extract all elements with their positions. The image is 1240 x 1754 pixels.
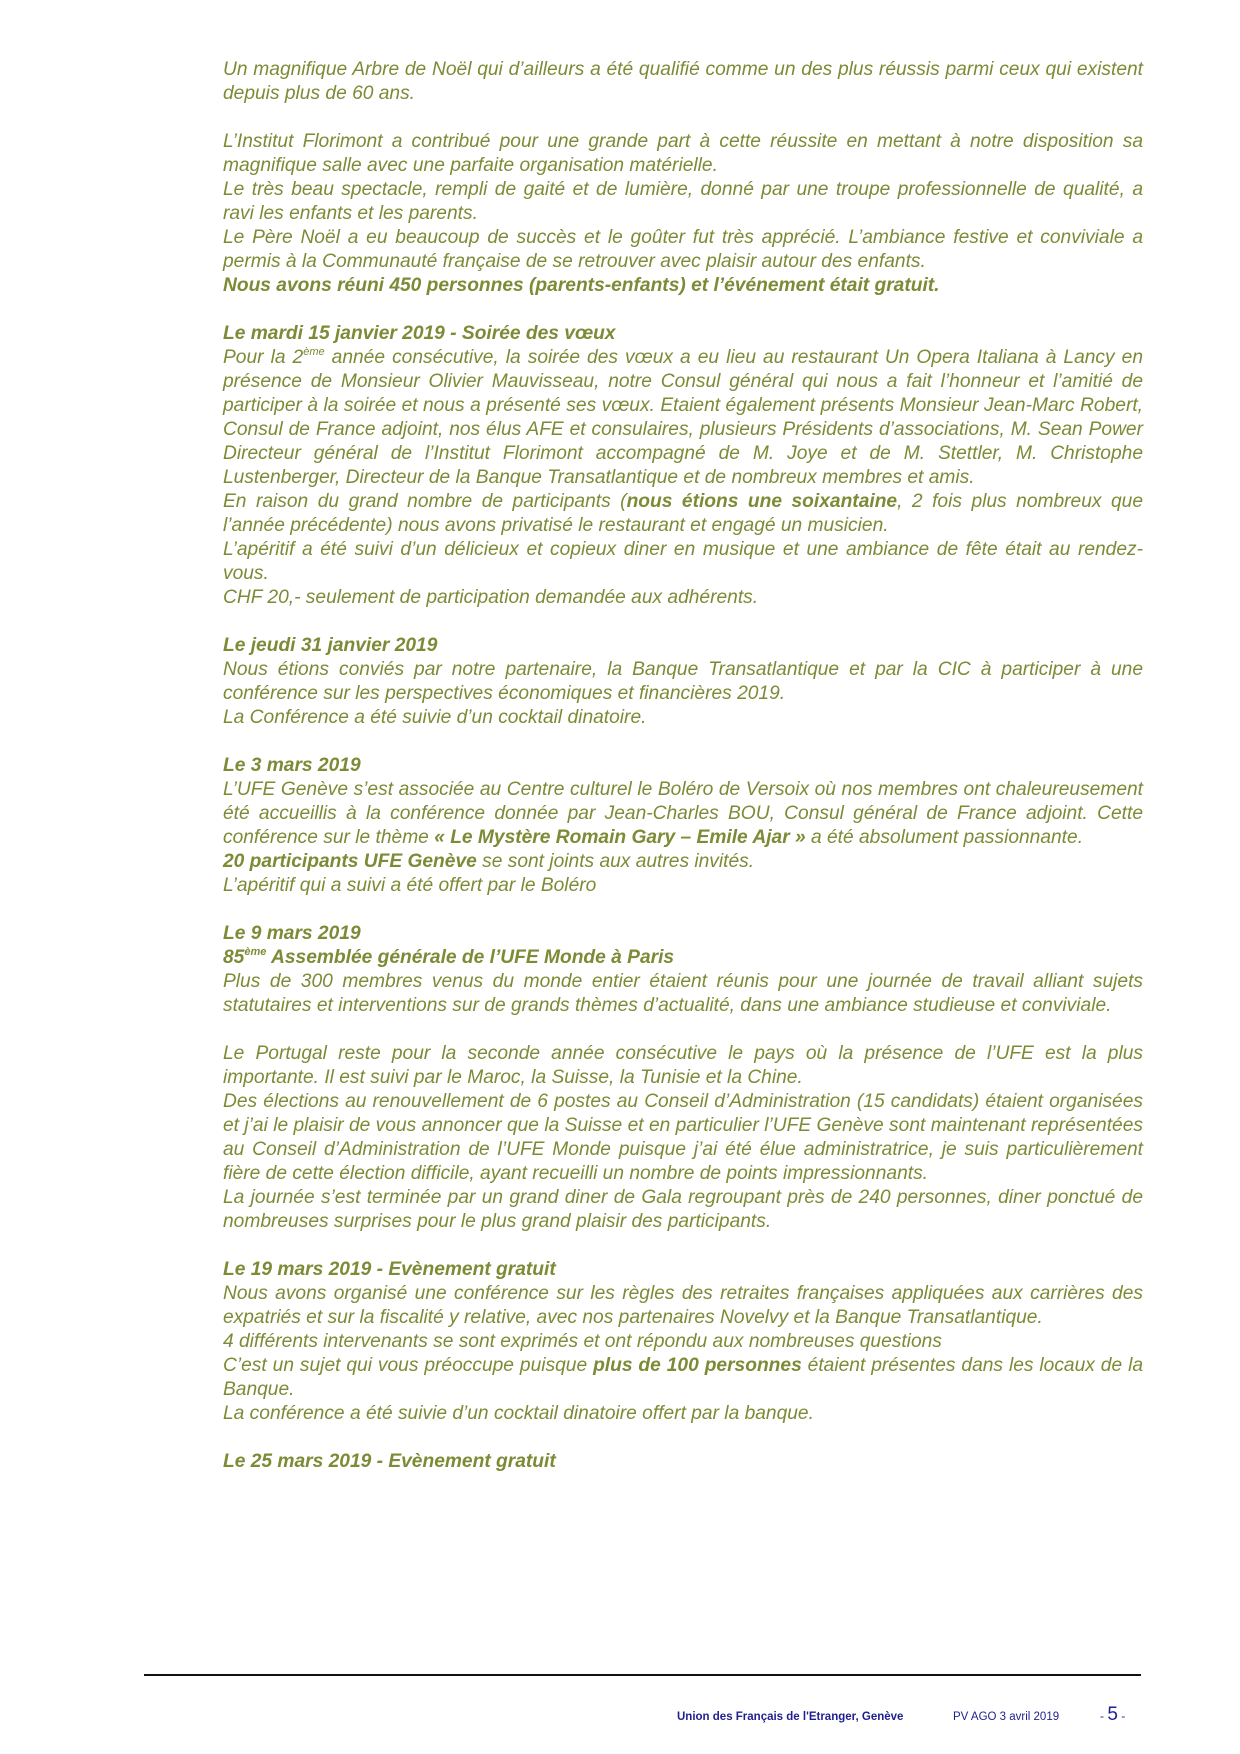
paragraph: Le très beau spectacle, rempli de gaité et de lumière, donné par une troupe professionnelle de qualité, a ravi les enfants et les parents. xyxy=(223,179,1143,224)
paragraph: La conférence a été suivie d’un cocktail dinatoire offert par la banque. xyxy=(223,1403,814,1424)
bold-text: nous étions une soixantaine xyxy=(626,491,898,512)
paragraph: Le Père Noël a eu beaucoup de succès et le goûter fut très apprécié. L’ambiance festive et conviviale a permis à la Communauté française de se retrouver avec plaisir autour des enfants. xyxy=(223,227,1143,272)
page-number-value: 5 xyxy=(1107,1704,1118,1725)
text-span: se sont joints aux autres invités. xyxy=(476,851,755,872)
section-title-mar3: Le 3 mars 2019 xyxy=(223,755,361,776)
paragraph xyxy=(223,490,1143,538)
text-span: 85 xyxy=(223,947,245,968)
text-span: année consécutive, la soirée des vœux a eu lieu au restaurant Un Opera Italiana à Lancy en présence de Monsieur Olivier Mauvisseau, notre Consul général qui nous a fait l’honneur et l’amitié de participer à la soirée et nous a présenté ses vœux. Etaient également présents Monsieur Jean-Marc Robert, Consul de France adjoint, nos élus AFE et consulaires, plusieurs Présidents d’associations, M. Sean Power Directeur général de l’Institut Florimont accompagné de M. Joye et de M. Stettler, M. Christophe Lustenberger, Directeur de la Banque Transatlantique et de nombreux membres et amis. xyxy=(223,347,1143,488)
text-span: En raison du grand nombre de participants ( xyxy=(223,491,627,512)
text-span: , 2 fois plus nombreux que l’année précédente) nous avons privatisé le restaurant et engagé un musicien. xyxy=(223,491,1143,536)
superscript: ème xyxy=(303,346,325,358)
text-span: a été absolument passionnante. xyxy=(805,827,1084,848)
text-span: L’UFE Genève s’est associée au Centre culturel le Boléro de Versoix où nos membres ont chaleureusement été accueillis à la conférence donnée par Jean-Charles BOU, Consul général de France adjoint. Cette conférence sur le thème xyxy=(223,779,1143,848)
section-title-mar19: Le 19 mars 2019 - Evènement gratuit xyxy=(223,1259,556,1280)
bold-text: Nous avons réuni 450 personnes (parents-enfants) et l’événement était gratuit. xyxy=(223,275,940,296)
section-title-mar9: Le 9 mars 2019 xyxy=(223,923,361,944)
footer-divider xyxy=(144,1674,1141,1676)
text-span: C’est un sujet qui vous préoccupe puisque xyxy=(223,1355,594,1376)
paragraph: L’apéritif qui a suivi a été offert par le Boléro xyxy=(223,875,597,896)
paragraph: L’apéritif a été suivi d’un délicieux et copieux diner en musique et une ambiance de fête était au rendez-vous. xyxy=(223,539,1143,584)
paragraph: CHF 20,- seulement de participation demandée aux adhérents. xyxy=(223,587,759,608)
paragraph xyxy=(223,1354,1143,1402)
section-title-jan31: Le jeudi 31 janvier 2019 xyxy=(223,635,438,656)
bold-text: 20 participants UFE Genève xyxy=(223,851,477,872)
paragraph: Plus de 300 membres venus du monde entier étaient réunis pour une journée de travail alliant sujets statutaires et interventions sur de grands thèmes d’actualité, dans une ambiance studieuse et conviviale. xyxy=(223,971,1143,1016)
text-span: étaient présentes dans les locaux de la Banque. xyxy=(223,1355,1144,1400)
footer-organization: Union des Français de l'Etranger, Genève xyxy=(677,1711,904,1723)
paragraph: Nous avons organisé une conférence sur les règles des retraites françaises appliquées aux carrières des expatriés et sur la fiscalité y relative, avec nos partenaires Novelvy et la Banque Transatlantique. xyxy=(223,1283,1143,1328)
text-span: Pour la 2 xyxy=(223,347,304,368)
paragraph xyxy=(223,778,1143,850)
bold-text xyxy=(223,947,674,968)
section-title-mar25: Le 25 mars 2019 - Evènement gratuit xyxy=(223,1451,556,1472)
bold-text: « Le Mystère Romain Gary – Emile Ajar » xyxy=(434,827,806,848)
document-body xyxy=(223,58,1143,1474)
page-prefix: - xyxy=(1100,1709,1108,1723)
page-suffix: - xyxy=(1117,1709,1126,1723)
paragraph: Nous étions conviés par notre partenaire, la Banque Transatlantique et par la CIC à participer à une conférence sur les perspectives économiques et financières 2019. xyxy=(223,659,1143,704)
page-number xyxy=(1100,1704,1125,1726)
paragraph xyxy=(223,346,1143,490)
paragraph: La journée s’est terminée par un grand diner de Gala regroupant près de 240 personnes, diner ponctué de nombreuses surprises pour le plus grand plaisir des participants. xyxy=(223,1187,1143,1232)
superscript: ème xyxy=(244,946,267,958)
bold-text: plus de 100 personnes xyxy=(593,1355,802,1376)
paragraph: Un magnifique Arbre de Noël qui d’ailleurs a été qualifié comme un des plus réussis parmi ceux qui existent depuis plus de 60 ans. xyxy=(223,59,1143,104)
paragraph: La Conférence a été suivie d’un cocktail dinatoire. xyxy=(223,707,647,728)
paragraph: L’Institut Florimont a contribué pour une grande part à cette réussite en mettant à notre disposition sa magnifique salle avec une parfaite organisation matérielle. xyxy=(223,131,1143,176)
section-title-jan15: Le mardi 15 janvier 2019 - Soirée des vœux xyxy=(223,323,616,344)
paragraph: Le Portugal reste pour la seconde année consécutive le pays où la présence de l’UFE est la plus importante. Il est suivi par le Maroc, la Suisse, la Tunisie et la Chine. xyxy=(223,1043,1143,1088)
paragraph xyxy=(223,850,1143,874)
footer-document-ref: PV AGO 3 avril 2019 xyxy=(953,1711,1060,1723)
paragraph: 4 différents intervenants se sont exprimés et ont répondu aux nombreuses questions xyxy=(223,1331,942,1352)
section-subtitle-mar9 xyxy=(223,946,1143,970)
paragraph: Des élections au renouvellement de 6 postes au Conseil d’Administration (15 candidats) étaient organisées et j’ai le plaisir de vous annoncer que la Suisse et en particulier l’UFE Genève sont maintenant représentées au Conseil d’Administration de l’UFE Monde puisque j’ai été élue administratrice, je suis particulièrement fière de cette élection difficile, ayant recueilli un nombre de points impressionnants. xyxy=(223,1091,1143,1184)
paragraph-emphasis xyxy=(223,274,1143,298)
text-span: Assemblée générale de l’UFE Monde à Paris xyxy=(266,947,675,968)
